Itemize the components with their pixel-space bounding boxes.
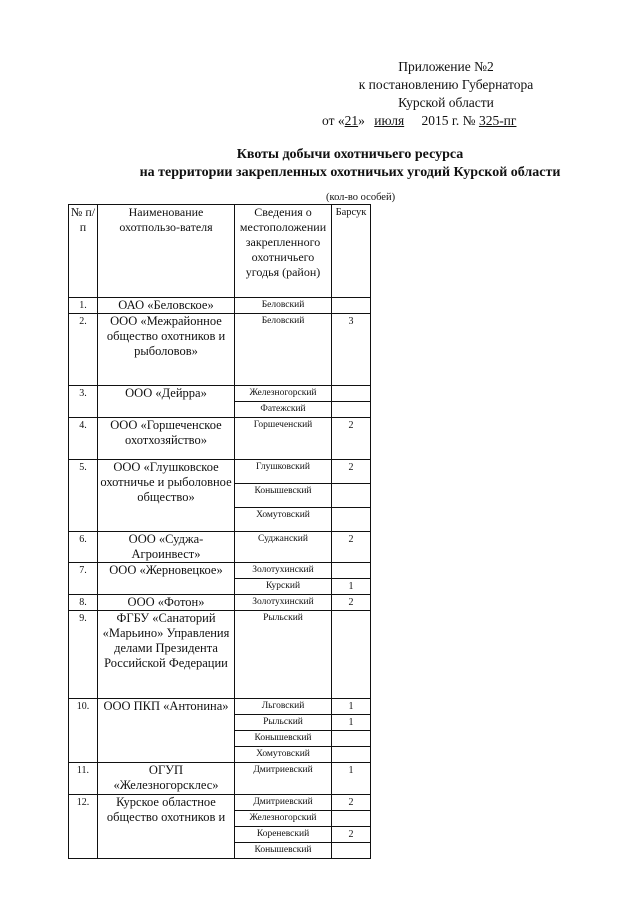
badger-quota-cell (332, 731, 371, 747)
table-row (69, 795, 371, 811)
badger-quota-cell: 2 (332, 532, 371, 563)
row-number: 9. (69, 611, 98, 699)
table-row (69, 298, 371, 314)
appendix-decree: к постановлению Губернатора (358, 77, 534, 92)
table-row (69, 595, 371, 611)
quota-table (68, 204, 371, 859)
district-cell: Конышевский (235, 843, 332, 859)
district-cell: Хомутовский (235, 508, 332, 532)
header-name: Наименование охотпользо-вателя (98, 205, 235, 298)
district-cell: Золотухинский (235, 595, 332, 611)
row-number: 7. (69, 563, 98, 595)
district-cell: Рыльский (235, 611, 332, 699)
decree-number: 325-пг (478, 113, 517, 128)
row-number: 2. (69, 314, 98, 386)
badger-quota-cell (332, 811, 371, 827)
badger-quota-cell: 1 (332, 715, 371, 731)
district-cell: Беловский (235, 314, 332, 386)
hunter-organization: ФГБУ «Санаторий «Марьино» Управления делами Президента Российской Федерации (98, 611, 235, 699)
district-cell: Золотухинский (235, 563, 332, 579)
district-cell: Железногорский (235, 386, 332, 402)
badger-quota-cell (332, 402, 371, 418)
hunter-organization: ОГУП «Железногорсклес» (98, 763, 235, 795)
row-number: 1. (69, 298, 98, 314)
district-cell: Конышевский (235, 484, 332, 508)
badger-quota-cell: 1 (332, 763, 371, 795)
appendix-region: Курской области (398, 95, 494, 110)
table-row (69, 460, 371, 484)
badger-quota-cell (332, 298, 371, 314)
date-day: 21 (344, 113, 359, 128)
table-row (69, 386, 371, 402)
district-cell: Беловский (235, 298, 332, 314)
table-row (69, 699, 371, 715)
badger-quota-cell: 2 (332, 827, 371, 843)
appendix-block (316, 58, 576, 130)
district-cell: Суджанский (235, 532, 332, 563)
district-cell: Льговский (235, 699, 332, 715)
district-cell: Кореневский (235, 827, 332, 843)
row-number: 4. (69, 418, 98, 460)
table-header-row (69, 205, 371, 298)
badger-quota-cell (332, 386, 371, 402)
hunter-organization: ООО «Суджа-Агроинвест» (98, 532, 235, 563)
table-row (69, 611, 371, 699)
hunter-organization: ОАО «Беловское» (98, 298, 235, 314)
badger-quota-cell: 2 (332, 460, 371, 484)
date-month: июля (374, 113, 405, 128)
hunter-organization: ООО «Жерновецкое» (98, 563, 235, 595)
badger-quota-cell (332, 843, 371, 859)
badger-quota-cell: 2 (332, 418, 371, 460)
row-number: 5. (69, 460, 98, 532)
row-number: 6. (69, 532, 98, 563)
table-row (69, 314, 371, 386)
hunter-organization: ООО ПКП «Антонина» (98, 699, 235, 763)
district-cell: Хомутовский (235, 747, 332, 763)
badger-quota-cell (332, 563, 371, 579)
badger-quota-cell: 2 (332, 795, 371, 811)
document-title (100, 146, 600, 182)
hunter-organization: Курское областное общество охотников и (98, 795, 235, 859)
table-body (69, 298, 371, 859)
district-cell: Горшеченский (235, 418, 332, 460)
badger-quota-cell (332, 747, 371, 763)
badger-quota-cell (332, 508, 371, 532)
hunter-organization: ООО «Глушковское охотничье и рыболовное общество» (98, 460, 235, 532)
appendix-date: от «21» июля 2015 г. № 325-пг (322, 113, 517, 128)
badger-quota-cell: 1 (332, 699, 371, 715)
header-location: Сведения о местоположении закрепленного охотничьего угодья (район) (235, 205, 332, 298)
header-num: № п/п (69, 205, 98, 298)
badger-quota-cell (332, 484, 371, 508)
hunter-organization: ООО «Межрайонное общество охотников и рыболовов» (98, 314, 235, 386)
district-cell: Фатежский (235, 402, 332, 418)
district-cell: Дмитриевский (235, 763, 332, 795)
row-number: 8. (69, 595, 98, 611)
row-number: 3. (69, 386, 98, 418)
table-row (69, 563, 371, 579)
hunter-organization: ООО «Горшеченское охотхозяйство» (98, 418, 235, 460)
title-line-1: Квоты добычи охотничьего ресурса (236, 147, 464, 162)
table-row (69, 532, 371, 563)
badger-quota-cell: 3 (332, 314, 371, 386)
hunter-organization: ООО «Дейрра» (98, 386, 235, 418)
title-line-2: на территории закрепленных охотничьих угодий Курской области (139, 165, 561, 180)
district-cell: Конышевский (235, 731, 332, 747)
district-cell: Курский (235, 579, 332, 595)
appendix-title: Приложение №2 (398, 59, 494, 74)
header-badger: Барсук (332, 205, 371, 298)
district-cell: Рыльский (235, 715, 332, 731)
district-cell: Глушковский (235, 460, 332, 484)
district-cell: Железногорский (235, 811, 332, 827)
badger-quota-cell: 1 (332, 579, 371, 595)
table-row (69, 763, 371, 795)
badger-quota-cell (332, 611, 371, 699)
row-number: 12. (69, 795, 98, 859)
units-note: (кол-во особей) (326, 192, 396, 203)
district-cell: Дмитриевский (235, 795, 332, 811)
table-row (69, 418, 371, 460)
hunter-organization: ООО «Фотон» (98, 595, 235, 611)
badger-quota-cell: 2 (332, 595, 371, 611)
row-number: 11. (69, 763, 98, 795)
row-number: 10. (69, 699, 98, 763)
